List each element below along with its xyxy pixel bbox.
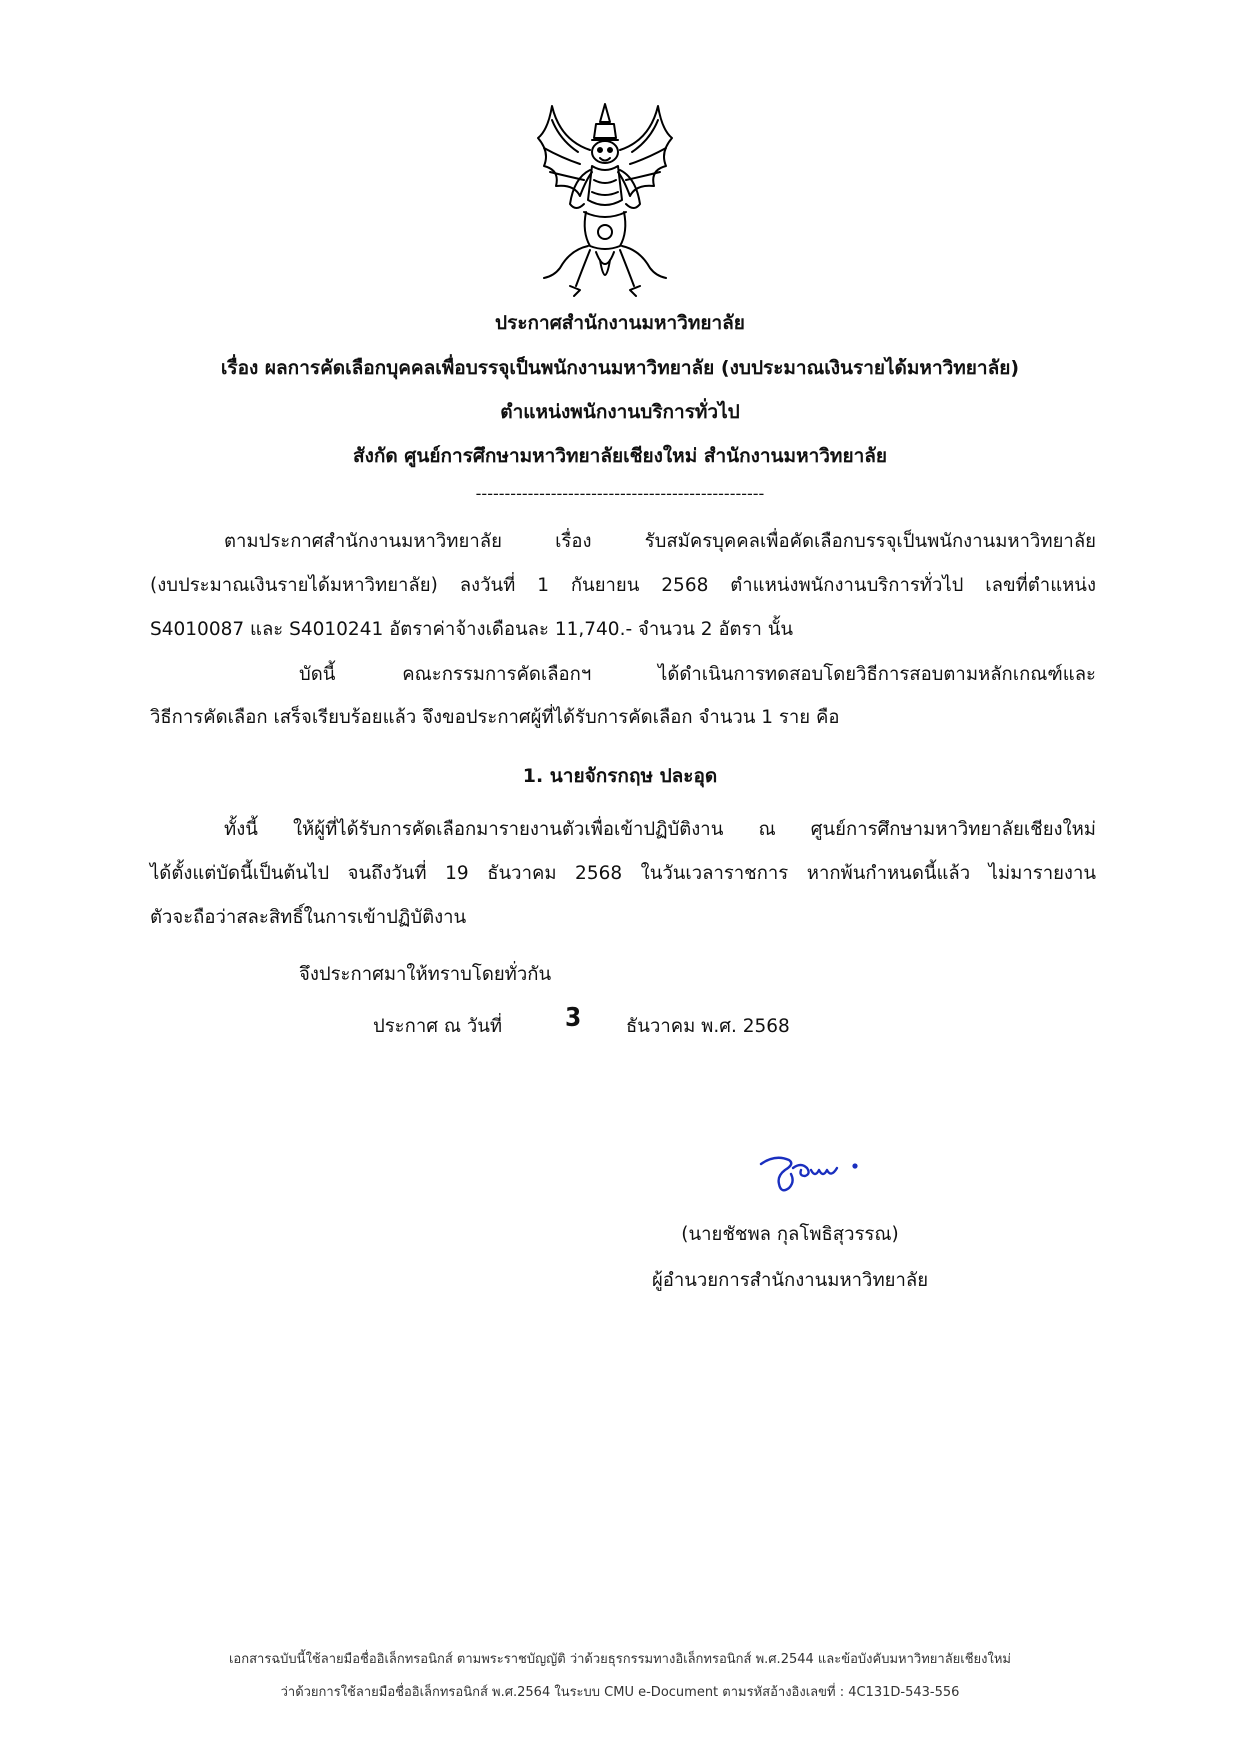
signer-title: ผู้อำนวยการสำนักงานมหาวิทยาลัย bbox=[651, 1270, 929, 1291]
footer-line-1: เอกสารฉบับนี้ใช้ลายมือชื่ออิเล็กทรอนิกส์ ตามพระราชบัญญัติ ว่าด้วยธุรกรรมทางอิเล็กทรอนิกส์ พ.ศ.2544 และข้อบังคับมหาวิทยาลัยเชียงใหม่ bbox=[228, 1652, 1012, 1667]
paragraph-2-line-2: วิธีการคัดเลือก เสร็จเรียบร้อยแล้ว จึงขอประกาศผู้ที่ได้รับการคัดเลือก จำนวน 1 ราย คือ bbox=[150, 707, 840, 728]
paragraph-3-line-3: ตัวจะถือว่าสละสิทธิ์ในการเข้าปฏิบัติงาน bbox=[150, 907, 467, 928]
handwritten-signature-icon bbox=[755, 1148, 870, 1200]
announcement-title: ประกาศสำนักงานมหาวิทยาลัย bbox=[495, 312, 745, 334]
date-prefix: ประกาศ ณ วันที่ bbox=[373, 1016, 503, 1037]
announcement-affiliation: สังกัด ศูนย์การศึกษามหาวิทยาลัยเชียงใหม่ สำนักงานมหาวิทยาลัย bbox=[352, 445, 888, 467]
footer-line-2: ว่าด้วยการใช้ลายมือชื่ออิเล็กทรอนิกส์ พ.ศ.2564 ในระบบ CMU e-Document ตามรหัสอ้างอิงเลขที่ : 4C131D-543-556 bbox=[280, 1685, 960, 1700]
announcement-subject: เรื่อง ผลการคัดเลือกบุคคลเพื่อบรรจุเป็นพนักงานมหาวิทยาลัย (งบประมาณเงินรายได้มหาวิทยาลัย) bbox=[220, 357, 1020, 379]
garuda-emblem-icon bbox=[530, 100, 680, 298]
header-separator: -------------------------------------------------- bbox=[475, 484, 765, 503]
paragraph-1-line-1: ตามประกาศสำนักงานมหาวิทยาลัย เรื่อง รับสมัครบุคคลเพื่อคัดเลือกบรรจุเป็นพนักงานมหาวิทยาลัย bbox=[224, 531, 1096, 552]
date-day: 3 bbox=[565, 1003, 582, 1033]
closing-statement: จึงประกาศมาให้ทราบโดยทั่วกัน bbox=[299, 964, 552, 985]
announcement-position: ตำแหน่งพนักงานบริการทั่วไป bbox=[500, 401, 740, 423]
paragraph-1-line-3: S4010087 และ S4010241 อัตราค่าจ้างเดือนละ 11,740.- จำนวน 2 อัตรา นั้น bbox=[150, 619, 794, 640]
paragraph-2-line-1: บัดนี้ คณะกรรมการคัดเลือกฯ ได้ดำเนินการทดสอบโดยวิธีการสอบตามหลักเกณฑ์และ bbox=[299, 664, 1096, 685]
paragraph-3-line-1: ทั้งนี้ ให้ผู้ที่ได้รับการคัดเลือกมารายงานตัวเพื่อเข้าปฏิบัติงาน ณ ศูนย์การศึกษามหาวิทยาลัยเชียงใหม่ bbox=[224, 819, 1096, 840]
selected-candidate: 1. นายจักรกฤษ ปละอุด bbox=[522, 765, 718, 787]
date-month-year: ธันวาคม พ.ศ. 2568 bbox=[626, 1016, 790, 1037]
paragraph-1-line-2: (งบประมาณเงินรายได้มหาวิทยาลัย) ลงวันที่ 1 กันยายน 2568 ตำแหน่งพนักงานบริการทั่วไป เลขที่ตำแหน่ง bbox=[150, 575, 1096, 596]
paragraph-3-line-2: ได้ตั้งแต่บัดนี้เป็นต้นไป จนถึงวันที่ 19 ธันวาคม 2568 ในวันเวลาราชการ หากพ้นกำหนดนี้แล้ว ไม่มารายงาน bbox=[150, 863, 1096, 884]
signer-name: (นายชัชพล กุลโพธิสุวรรณ) bbox=[681, 1224, 899, 1245]
